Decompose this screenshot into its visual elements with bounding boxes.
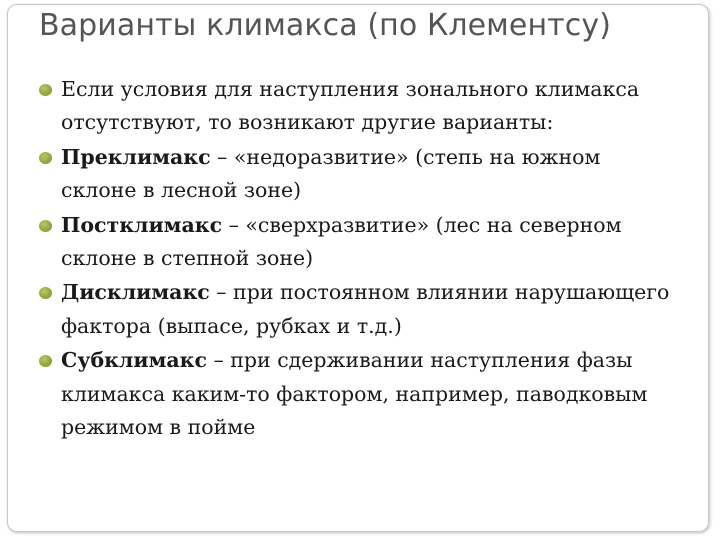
bullet-term: Дисклимакс (61, 280, 210, 305)
bullet-dot-icon (39, 152, 52, 164)
bullet-dot-icon (39, 84, 52, 96)
list-item (36, 209, 681, 276)
bullet-dot-icon (39, 220, 52, 232)
list-item (36, 141, 681, 208)
list-item (36, 276, 681, 343)
bullet-text: – «недоразвитие» (степь на южном склоне в лесной зоне) (61, 144, 601, 203)
bullet-term: Преклимакс (61, 144, 211, 169)
bullet-term: Субклимакс (61, 348, 207, 373)
bullet-text: Если условия для наступления зонального климакса отсутствуют, то возникают другие варианты: (61, 77, 640, 135)
bullet-dot-icon (39, 287, 52, 299)
bullet-dot-icon (39, 355, 52, 367)
bullet-text: – «сверхразвитие» (лес на северном склоне в степной зоне) (61, 212, 622, 271)
bullet-list (36, 73, 681, 445)
slide-title: Варианты климакса (по Клементсу) (39, 8, 612, 43)
bullet-term: Постклимакс (61, 212, 223, 237)
bullet-text: – при сдерживании наступления фазы климакса каким-то фактором, например, паводковым режимом в пойме (61, 348, 648, 440)
list-item (36, 344, 681, 444)
list-item (36, 73, 681, 140)
bullet-text: – при постоянном влиянии нарушающего фактора (выпасе, рубках и т.д.) (61, 280, 670, 338)
